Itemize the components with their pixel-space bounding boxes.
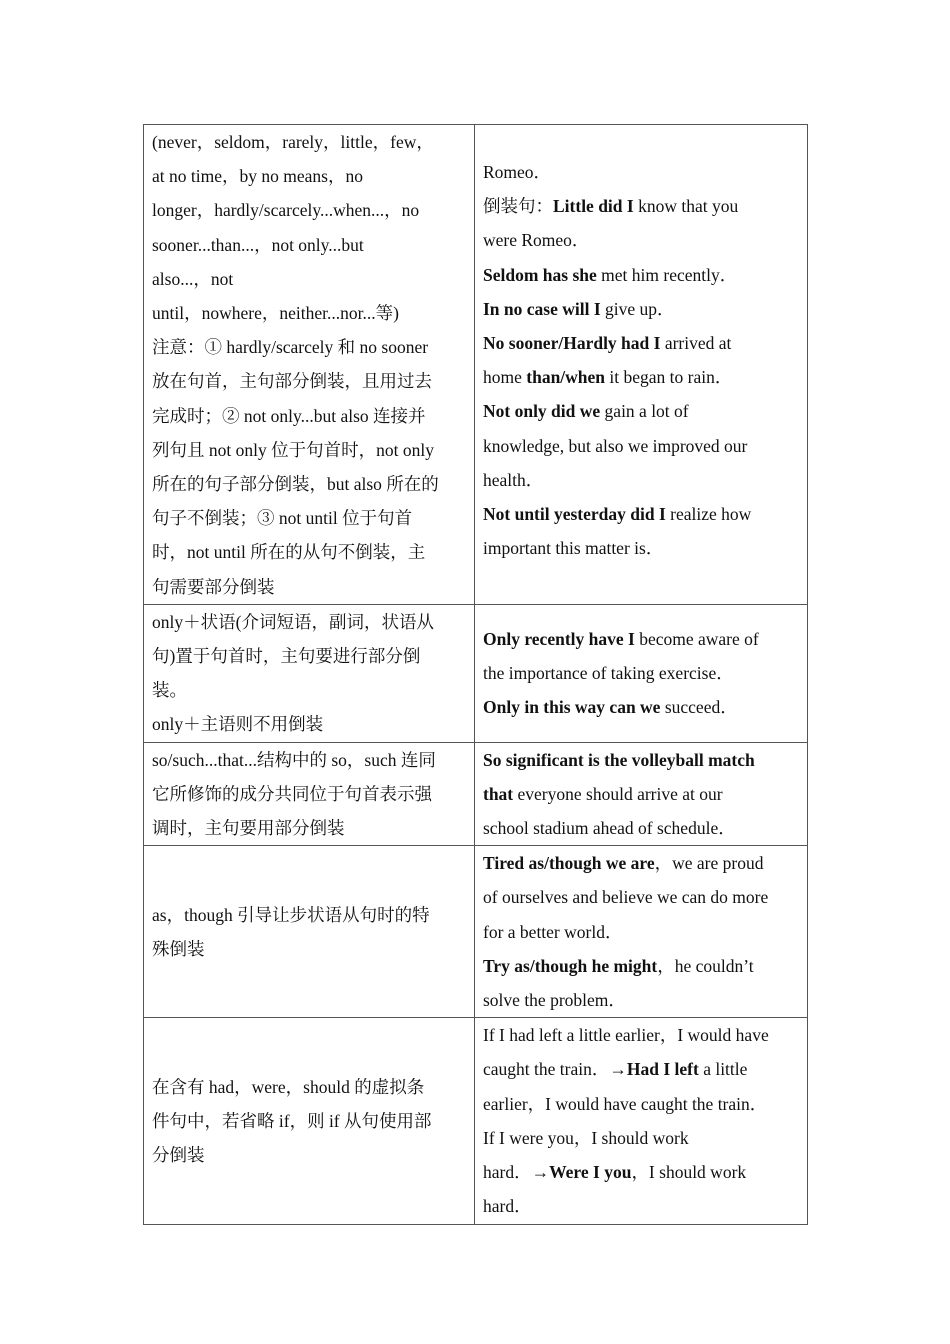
table-row bbox=[144, 1018, 808, 1224]
rule-text-line: 殊倒装 bbox=[152, 938, 205, 959]
example-text: If I had left a little earlier，I would have bbox=[483, 1025, 769, 1046]
inverted-phrase: In no case will I bbox=[483, 298, 601, 319]
example-text: become aware of bbox=[634, 628, 759, 649]
example-line bbox=[483, 223, 799, 257]
example-line bbox=[483, 1018, 799, 1052]
example-text: know that you bbox=[633, 196, 739, 217]
example-text: ，he couldn’t bbox=[657, 955, 754, 976]
example-text: earlier，I would have caught the train． bbox=[483, 1093, 768, 1114]
example-text: 倒装句： bbox=[483, 196, 553, 217]
example-line bbox=[483, 777, 799, 811]
rule-text-line: 放在句首，主句部分倒装，且用过去 bbox=[152, 371, 432, 392]
example-line bbox=[483, 622, 799, 656]
example-text: ，I should work bbox=[631, 1162, 747, 1183]
inverted-phrase: Only recently have I bbox=[483, 628, 635, 649]
rule-text-line: (never，seldom，rarely，little，few， bbox=[152, 132, 434, 152]
example-line bbox=[483, 326, 799, 360]
example-line bbox=[483, 1121, 799, 1155]
example-line bbox=[483, 656, 799, 690]
example-text: gain a lot of bbox=[600, 401, 689, 422]
rule-text-line: 句子不倒装；③ not until 位于句首 bbox=[152, 508, 413, 529]
example-text: met him recently． bbox=[596, 264, 738, 285]
rule-text-line: so/such...that...结构中的 so，such 连同 bbox=[152, 749, 436, 770]
rule-text-line: 时，not until 所在的从句不倒装，主 bbox=[152, 542, 426, 563]
example-text: realize how bbox=[665, 504, 752, 525]
example-text: of ourselves and believe we can do more bbox=[483, 887, 769, 908]
inverted-phrase: that bbox=[483, 783, 514, 804]
rule-text-line: 注意：① hardly/scarcely 和 no sooner bbox=[152, 337, 429, 358]
example-line bbox=[483, 292, 799, 326]
example-text: were Romeo． bbox=[483, 230, 590, 251]
inverted-phrase: No sooner/Hardly had I bbox=[483, 333, 661, 354]
example-line bbox=[483, 258, 799, 292]
example-text: everyone should arrive at our bbox=[513, 783, 723, 804]
rule-text-line: 句需要部分倒装 bbox=[152, 576, 275, 597]
rule-text-line: 调时，主句要用部分倒装 bbox=[152, 818, 345, 839]
rule-text-line: as，though 引导让步状语从句时的特 bbox=[152, 904, 430, 925]
inverted-phrase: than/when bbox=[526, 367, 606, 388]
inverted-phrase: Were I you bbox=[549, 1162, 632, 1183]
example-text: health． bbox=[483, 469, 544, 490]
example-line bbox=[483, 531, 799, 565]
example-text: a little bbox=[698, 1059, 748, 1080]
rule-text-line: 分倒装 bbox=[152, 1144, 205, 1165]
example-text: ，we are proud bbox=[654, 853, 764, 874]
table-row bbox=[144, 846, 808, 1018]
inverted-phrase: Had I left bbox=[626, 1059, 699, 1080]
rule-description-cell bbox=[144, 1018, 475, 1224]
example-cell bbox=[475, 1018, 808, 1224]
rule-text-line: 在含有 had，were，should 的虚拟条 bbox=[152, 1076, 425, 1097]
inverted-phrase: Only in this way can we bbox=[483, 697, 661, 718]
example-line bbox=[483, 949, 799, 983]
rule-text-line: 装。 bbox=[152, 680, 187, 701]
example-text: caught the train．→ bbox=[483, 1059, 627, 1080]
table-row bbox=[144, 125, 808, 605]
rule-text-line: 件句中，若省略 if，则 if 从句使用部 bbox=[152, 1110, 432, 1131]
inverted-phrase: Not only did we bbox=[483, 401, 601, 422]
example-text: for a better world． bbox=[483, 921, 623, 942]
example-line bbox=[483, 394, 799, 428]
rule-text-line: only＋主语则不用倒装 bbox=[152, 714, 324, 735]
rule-text-line: until，nowhere，neither...nor...等) bbox=[152, 303, 399, 324]
example-line bbox=[483, 189, 799, 223]
example-line bbox=[483, 497, 799, 531]
example-line bbox=[483, 360, 799, 394]
example-text: Romeo． bbox=[483, 162, 552, 182]
rule-text-line: 列句且 not only 位于句首时，not only bbox=[152, 439, 434, 460]
rule-text-line: 它所修饰的成分共同位于句首表示强 bbox=[152, 783, 432, 804]
example-line bbox=[483, 1189, 799, 1223]
table-row bbox=[144, 742, 808, 846]
rule-text-line: 完成时；② not only...but also 连接并 bbox=[152, 405, 426, 426]
example-cell bbox=[475, 846, 808, 1018]
rule-text-line: 所在的句子部分倒装，but also 所在的 bbox=[152, 474, 439, 495]
inverted-phrase: Tired as/though we are bbox=[483, 853, 655, 874]
example-line bbox=[483, 155, 799, 189]
example-text: home bbox=[483, 367, 527, 388]
example-text: succeed． bbox=[660, 697, 738, 718]
rule-text-line: longer，hardly/scarcely...when...，no bbox=[152, 200, 420, 221]
example-text: hard．→ bbox=[483, 1162, 550, 1183]
example-text: it began to rain． bbox=[605, 367, 733, 388]
example-line bbox=[483, 690, 799, 724]
rule-text-line: 句)置于句首时，主句要进行部分倒 bbox=[152, 646, 421, 667]
inversion-grammar-table bbox=[143, 124, 808, 1225]
example-text: If I were you，I should work bbox=[483, 1127, 689, 1148]
example-cell bbox=[475, 742, 808, 846]
example-text: arrived at bbox=[660, 333, 732, 354]
rule-text-line: only＋状语(介词短语，副词，状语从 bbox=[152, 611, 434, 632]
rule-description-cell bbox=[144, 125, 475, 605]
inverted-phrase: Try as/though he might bbox=[483, 955, 658, 976]
rule-text-line: also...，not bbox=[152, 268, 234, 289]
rule-description-cell bbox=[144, 604, 475, 742]
example-line bbox=[483, 915, 799, 949]
example-line bbox=[483, 983, 799, 1017]
table-body bbox=[144, 125, 808, 1225]
example-line bbox=[483, 429, 799, 463]
example-text: knowledge, but also we improved our bbox=[483, 435, 748, 456]
example-line bbox=[483, 1087, 799, 1121]
example-cell bbox=[475, 125, 808, 605]
example-text: hard． bbox=[483, 1196, 532, 1217]
example-line bbox=[483, 1052, 799, 1086]
example-text: give up． bbox=[600, 298, 675, 319]
example-text: important this matter is． bbox=[483, 538, 664, 559]
example-line bbox=[483, 880, 799, 914]
example-text: the importance of taking exercise． bbox=[483, 663, 734, 684]
example-line bbox=[483, 1155, 799, 1189]
rule-description-cell bbox=[144, 846, 475, 1018]
rule-description-cell bbox=[144, 742, 475, 846]
example-line bbox=[483, 463, 799, 497]
example-line bbox=[483, 811, 799, 845]
example-text: solve the problem． bbox=[483, 990, 626, 1011]
rule-text-line: sooner...than...，not only...but bbox=[152, 234, 364, 255]
example-line bbox=[483, 743, 799, 777]
inverted-phrase: Little did I bbox=[553, 196, 634, 217]
table-row bbox=[144, 604, 808, 742]
example-line bbox=[483, 846, 799, 880]
example-text: school stadium ahead of schedule． bbox=[483, 818, 736, 839]
inverted-phrase: Not until yesterday did I bbox=[483, 504, 666, 525]
inverted-phrase: Seldom has she bbox=[483, 264, 597, 285]
inverted-phrase: So significant is the volleyball match bbox=[483, 749, 755, 770]
example-cell bbox=[475, 604, 808, 742]
rule-text-line: at no time，by no means，no bbox=[152, 166, 363, 187]
